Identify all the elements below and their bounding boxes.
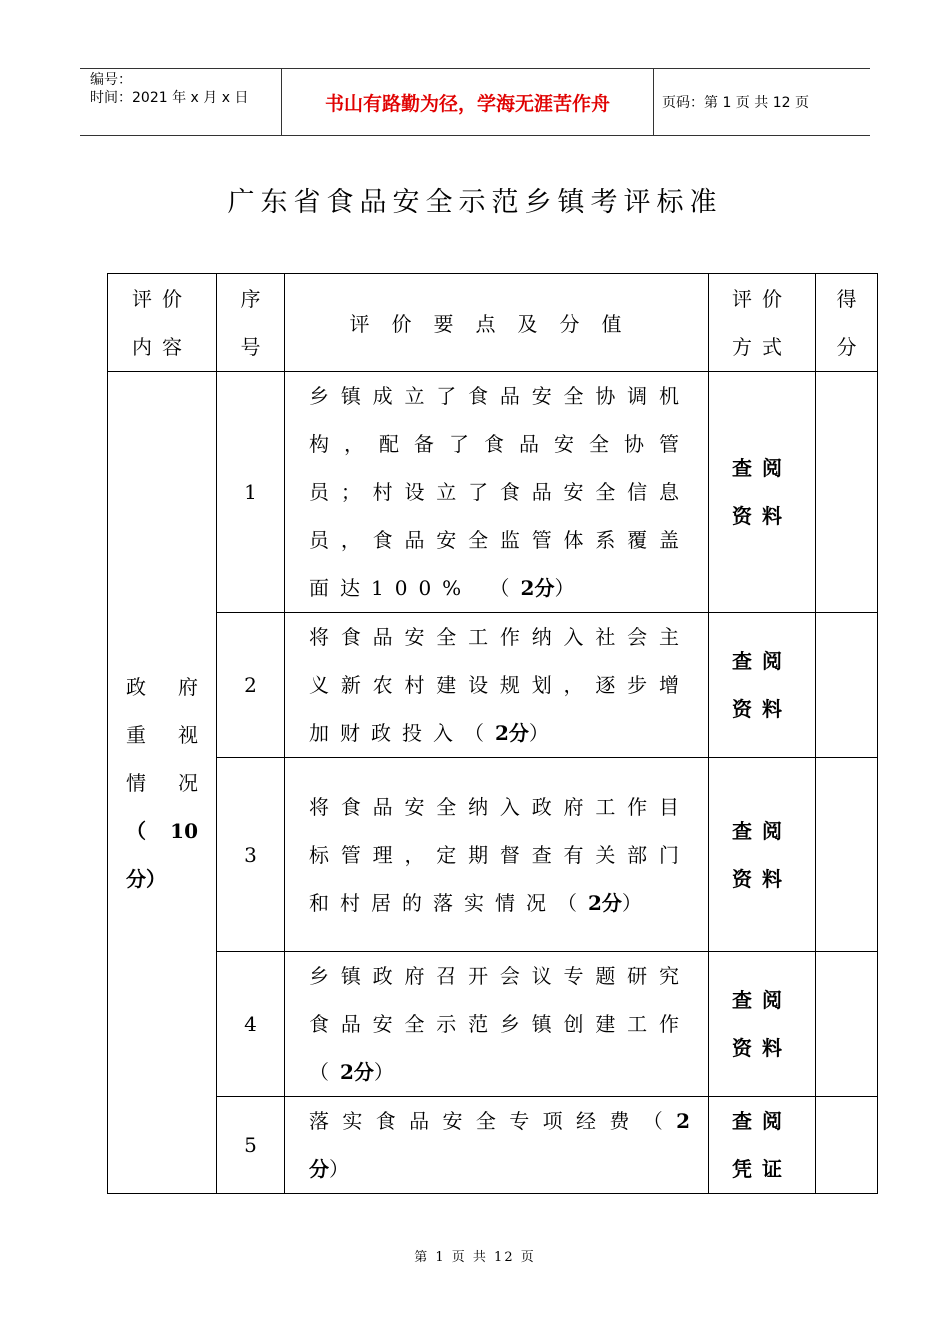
row-close-paren: ） bbox=[528, 721, 549, 745]
row-score: 2分 bbox=[495, 721, 529, 745]
row-score: 2分 bbox=[309, 1109, 690, 1181]
header-seq-line1: 序 bbox=[240, 286, 261, 311]
row-method-line1: 查阅 bbox=[732, 988, 792, 1012]
row-score-blank bbox=[816, 1097, 878, 1194]
table-row bbox=[108, 613, 878, 758]
header-score-cell bbox=[816, 274, 878, 372]
row-close-paren: ） bbox=[621, 890, 642, 915]
header-score-line1: 得 bbox=[836, 286, 857, 311]
row-points bbox=[285, 613, 709, 758]
row-method-line2: 资料 bbox=[732, 504, 792, 528]
header-content-line2: 内容 bbox=[132, 334, 192, 359]
row-number: 2 bbox=[217, 613, 285, 758]
row-points-text: 将食品安全工作纳入社会主义新农村建设规划，逐步增加财政投入（ bbox=[309, 625, 690, 745]
category-line3: 情况 bbox=[126, 770, 198, 795]
header-content-line1: 评价 bbox=[132, 286, 192, 311]
row-method-line2: 资料 bbox=[732, 697, 792, 721]
header-motto: 书山有路勤为径，学海无涯苦作舟 bbox=[281, 69, 654, 135]
row-method bbox=[709, 372, 816, 613]
row-method-line2: 凭证 bbox=[732, 1157, 792, 1181]
row-method bbox=[709, 952, 816, 1097]
header-seq-cell bbox=[217, 274, 285, 372]
table-row bbox=[108, 1097, 878, 1194]
row-points-text: 乡镇成立了食品安全协调机构，配备了食品安全协管员；村设立了食品安全信息员，食品安全监管体系覆盖面达100% （ bbox=[309, 384, 690, 600]
table-header-row bbox=[108, 274, 878, 372]
header-seq-line2: 号 bbox=[240, 334, 261, 359]
row-close-paren: ） bbox=[329, 1157, 349, 1181]
row-close-paren: ） bbox=[554, 576, 575, 600]
row-close-paren: ） bbox=[373, 1060, 394, 1084]
evaluation-table bbox=[107, 273, 878, 1194]
header-method-line1: 评价 bbox=[732, 286, 792, 311]
row-method-line2: 资料 bbox=[732, 866, 792, 891]
row-method-line1: 查阅 bbox=[732, 456, 792, 480]
header-points-cell: 评价要点及分值 bbox=[285, 274, 709, 372]
document-header bbox=[80, 68, 870, 136]
category-cell bbox=[108, 372, 217, 1194]
header-page-info: 页码：第 1 页 共 12 页 bbox=[662, 95, 809, 111]
page-footer: 第 1 页 共 12 页 bbox=[414, 1250, 536, 1265]
row-method-line1: 查阅 bbox=[732, 1109, 792, 1133]
category-line5: 分） bbox=[126, 866, 166, 891]
row-points-text: 乡镇政府召开会议专题研究食品安全示范乡镇创建工作（ bbox=[309, 964, 690, 1084]
row-points bbox=[285, 952, 709, 1097]
row-score: 2分 bbox=[520, 576, 555, 600]
row-points-text: 落实食品安全专项经费（ bbox=[309, 1109, 677, 1133]
row-score-blank bbox=[816, 372, 878, 613]
row-score-blank bbox=[816, 613, 878, 758]
row-score: 2分 bbox=[340, 1060, 374, 1084]
row-method-line2: 资料 bbox=[732, 1036, 792, 1060]
page-title: 广东省食品安全示范乡镇考评标准 bbox=[227, 187, 723, 218]
category-line2: 重视 bbox=[126, 722, 198, 747]
header-content-cell bbox=[108, 274, 217, 372]
row-method bbox=[709, 758, 816, 952]
header-score-line2: 分 bbox=[836, 334, 857, 359]
row-number: 1 bbox=[217, 372, 285, 613]
row-score-blank bbox=[816, 758, 878, 952]
category-line1: 政府 bbox=[126, 674, 198, 699]
row-number: 3 bbox=[217, 758, 285, 952]
row-score-blank bbox=[816, 952, 878, 1097]
row-score: 2分 bbox=[588, 890, 622, 915]
row-number: 4 bbox=[217, 952, 285, 1097]
table-row bbox=[108, 372, 878, 613]
row-method bbox=[709, 1097, 816, 1194]
number-label: 编号： bbox=[90, 72, 132, 88]
header-meta bbox=[80, 69, 281, 135]
header-method-line2: 方式 bbox=[732, 334, 792, 359]
row-points bbox=[285, 1097, 709, 1194]
row-points bbox=[285, 758, 709, 952]
row-method bbox=[709, 613, 816, 758]
row-points-text: 将食品安全纳入政府工作目标管理，定期督查有关部门和村居的落实情况（ bbox=[309, 794, 690, 915]
row-method-line1: 查阅 bbox=[732, 818, 792, 843]
table-row bbox=[108, 952, 878, 1097]
header-method-cell bbox=[709, 274, 816, 372]
time-label: 时间：2021 年 x 月 x 日 bbox=[90, 90, 249, 106]
table-row bbox=[108, 758, 878, 952]
row-method-line1: 查阅 bbox=[732, 649, 792, 673]
row-number: 5 bbox=[217, 1097, 285, 1194]
category-line4: （ 10 bbox=[126, 818, 198, 843]
row-points bbox=[285, 372, 709, 613]
